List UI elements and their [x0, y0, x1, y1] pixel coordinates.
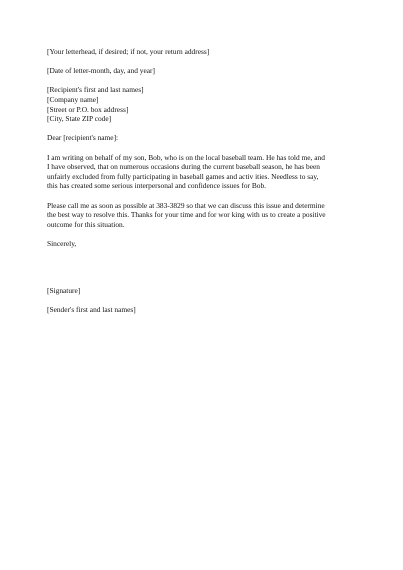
letterhead-line: [Your letterhead, if desired; if not, your return address] [47, 47, 210, 56]
salutation-line: Dear [recipient's name]: [47, 133, 119, 143]
recipient-company-line: [Company name] [47, 94, 99, 104]
recipient-street-line: [Street or P.O. box address] [47, 104, 129, 114]
date-block [47, 66, 357, 76]
recipient-city-line: [City, State ZIP code] [47, 114, 112, 124]
salutation-block [47, 133, 357, 143]
closing-line: Sincerely, [47, 238, 77, 248]
signature-line: [Signature] [47, 286, 81, 296]
paragraph-line: outcome for this situation. [47, 219, 125, 229]
paragraph-line: I am writing on behalf of my son, Bob, who is on the local baseball team. He has told me, and [47, 152, 325, 162]
recipient-name-line: [Recipient's first and last names] [47, 85, 144, 95]
paragraph-line: Please call me as soon as possible at 383-3829 so that we can discuss this issue and determine [47, 200, 325, 210]
paragraph-line: I have observed, that on numerous occasions during the current baseball season, he has been [47, 162, 320, 172]
recipient-address-block [47, 85, 357, 123]
signature-block [47, 286, 357, 296]
paragraph-line: the best way to resolve this. Thanks for your time and for wor king with us to create a positive [47, 210, 326, 220]
signature-space [47, 258, 357, 286]
letter-body [47, 47, 357, 324]
body-paragraph-2 [47, 201, 357, 230]
paragraph-line: this has created some serious interpersonal and confidence issues for Bob. [47, 181, 266, 191]
closing-block [47, 239, 357, 249]
sender-block [47, 305, 357, 315]
sender-name-line: [Sender's first and last names] [47, 305, 136, 315]
date-line: [Date of letter-month, day, and year] [47, 66, 155, 76]
paragraph-line: unfairly excluded from fully participating in baseball games and activ ities. Needless to say, [47, 171, 319, 181]
letterhead-block [47, 47, 357, 57]
body-paragraph-1 [47, 153, 357, 191]
